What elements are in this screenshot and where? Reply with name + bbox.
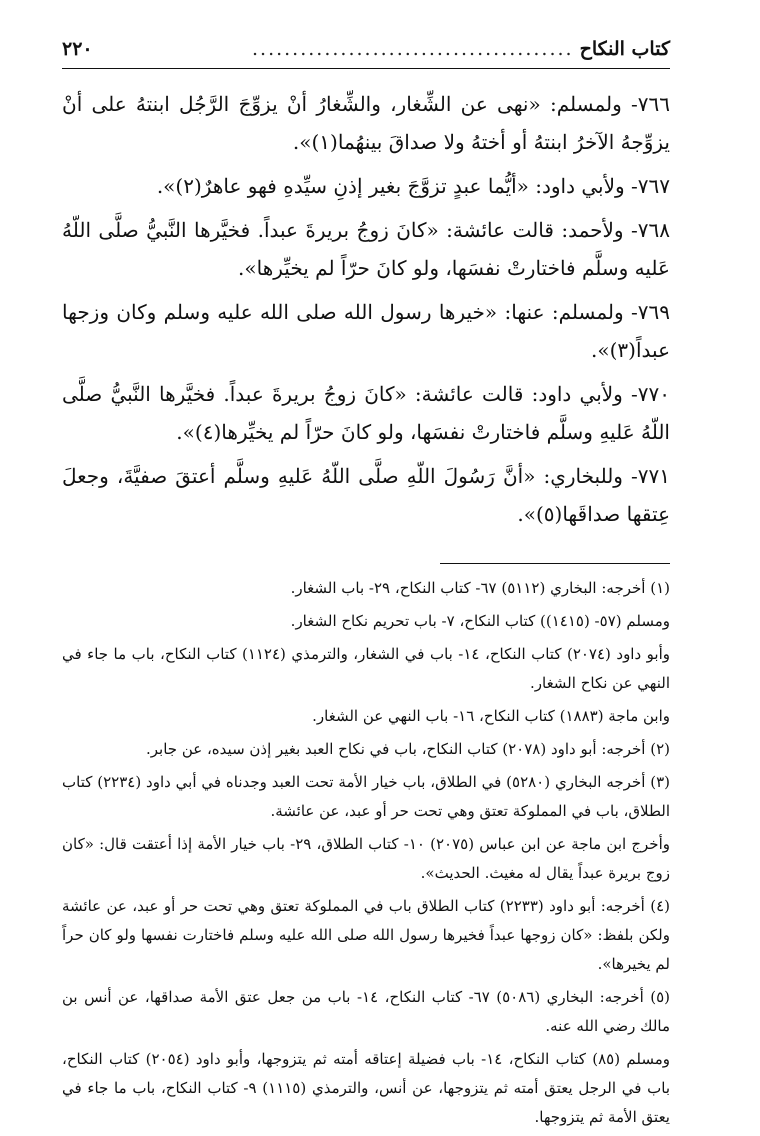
- hadith-766: ٧٦٦- ولمسلم: «نهى عن الشِّغار، والشِّغارُ أنْ يزوِّجَ الرَّجُل ابنتهُ على أنْ يزوِّجهُ الآخرُ ابنتهُ أو أختهُ ولا صداقَ بينهُما(١)».: [62, 92, 670, 154]
- hadith-769: ٧٦٩- ولمسلم: عنها: «خيرها رسول الله صلى الله عليه وسلم وكان وزجها عبداً(٣)».: [62, 300, 671, 362]
- chapter-title: كتاب النكاح: [579, 38, 670, 60]
- footnote-separator: [440, 563, 670, 564]
- hadith-767: ٧٦٧- ولأبي داود: «أيُّما عبدٍ تزوَّجَ بغير إذنِ سيِّدهِ فهو عاهرٌ(٢)».: [156, 174, 670, 198]
- footnote-3: (٣) أخرجه البخاري (٥٢٨٠) في الطلاق، باب خيار الأمة تحت العبد وجدناه في أبي داود (٢٢٣٤) كتاب الطلاق، باب في المملوكة تعتق وهي تحت حر أو عبد، عن عائشة.: [62, 773, 670, 820]
- footnote-1-cont: وأبو داود (٢٠٧٤) كتاب النكاح، ١٤- باب في الشغار، والترمذي (١١٢٤) كتاب النكاح، باب ما جاء في النهي عن نكاح الشغار.: [62, 645, 670, 692]
- hadith-770: ٧٧٠- ولأبي داود: قالت عائشة: «كانَ زوجُ بريرةَ عبداً. فخيَّرها النَّبيُّ صلَّى اللّهُ عَليهِ وسلَّم فاختارتْ نفسَها، ولو كانَ حرّاً لم يخيِّرها(٤)».: [62, 382, 670, 444]
- footnote-5-cont: ومسلم (٨٥) كتاب النكاح، ١٤- باب فضيلة إعتاقه أمته ثم يتزوجها، وأبو داود (٢٠٥٤) كتاب النكاح، باب في الرجل يعتق أمته ثم يتزوجها، عن أنس، والترمذي (١١١٥) ٩- كتاب النكاح، باب ما جاء في يعتق الأمة ثم يتزوجها.: [62, 1050, 671, 1126]
- hadith-list: [62, 85, 670, 533]
- running-header: [62, 38, 670, 69]
- footnote-4: (٤) أخرجه: أبو داود (٢٢٣٣) كتاب الطلاق باب في المملوكة تعتق وهي تحت حر أو عبد، عن عائشة ولكن بلفظ: «كان زوجها عبداً فخيرها رسول الله صلى الله عليه وسلم فاختارت نفسها ولو كان حراً لم يخيرها».: [62, 897, 670, 973]
- footnote-1-cont: ومسلم (٥٧- (١٤١٥)) كتاب النكاح، ٧- باب تحريم نكاح الشغار.: [290, 612, 670, 630]
- hadith-771: ٧٧١- وللبخاري: «أنَّ رَسُولَ اللّهِ صلَّى اللّهُ عَليهِ وسلَّم أعتقَ صفيَّةَ، وجعلَ عِتقها صداقَها(٥)».: [62, 464, 670, 526]
- hadith-768: ٧٦٨- ولأحمد: قالت عائشة: «كانَ زوجُ بريرةَ عبداً. فخيَّرها النَّبيُّ صلَّى اللّهُ عَليه وسلَّم فاختارتْ نفسَها، ولو كانَ حرّاً لم يخيِّرها».: [62, 218, 670, 280]
- footnote-3-cont: وأخرج ابن ماجة عن ابن عباس (٢٠٧٥) ١٠- كتاب الطلاق، ٢٩- باب خيار الأمة إذا أعتقت قال: «كان زوج بريرة عبداً يقال له مغيث. الحديث».: [62, 835, 670, 882]
- footnote-2: (٢) أخرجه: أبو داود (٢٠٧٨) كتاب النكاح، باب في نكاح العبد بغير إذن سيده، عن جابر.: [146, 740, 670, 758]
- page-number: ٢٢٠: [62, 38, 93, 60]
- footnote-1-cont: وابن ماجة (١٨٨٣) كتاب النكاح، ١٦- باب النهي عن الشغار.: [312, 707, 670, 725]
- page: [62, 38, 670, 1136]
- leader-dots: ........................................: [251, 38, 574, 60]
- footnote-1: (١) أخرجه: البخاري (٥١١٢) ٦٧- كتاب النكاح، ٢٩- باب الشغار.: [290, 579, 670, 597]
- footnotes: [62, 574, 670, 1132]
- footnote-5: (٥) أخرجه: البخاري (٥٠٨٦) ٦٧- كتاب النكاح، ١٤- باب من جعل عتق الأمة صداقها، عن أنس بن مالك رضي الله عنه.: [62, 988, 670, 1035]
